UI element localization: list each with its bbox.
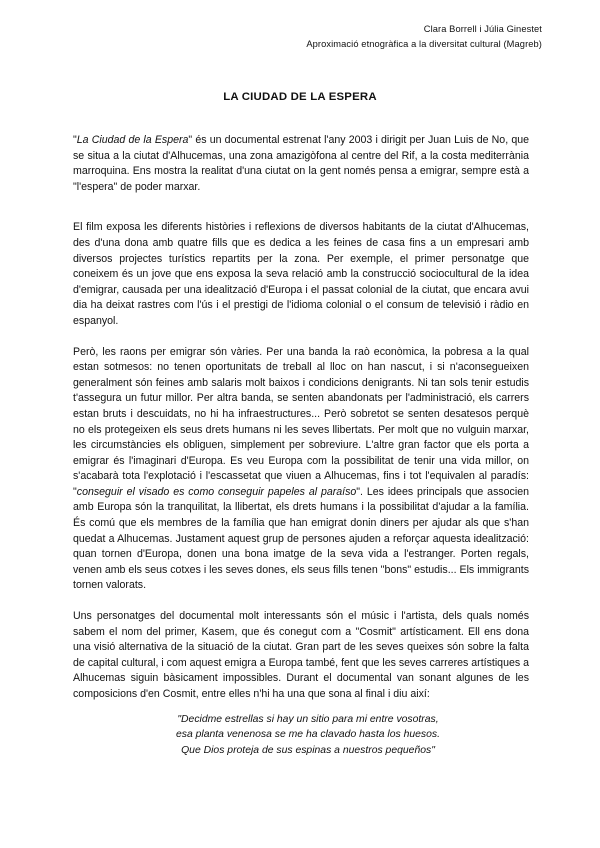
document-body [73, 133, 529, 758]
poem-line: "Decidme estrellas si hay un sitio para mi entre vosotras, [177, 713, 439, 725]
paragraph-intro: "La Ciudad de la Espera" és un documental estrenat l'any 2003 i dirigit per Juan Luis de No, que se situa a la ciutat d'Alhucemas, una zona amazigòfona al centre del Rif, a la costa mediterrània marroquina. Ens mostra la realitat d'una ciutat on la gent només pensa a emigrar, sempre està a "l'espera" de poder marxar. [73, 134, 529, 193]
paragraph-reasons: Però, les raons per emigrar són vàries. Per una banda la raò econòmica, la pobresa a la qual estan sotmesos: no tenen oportunitats de treball al lloc on han nascut, i si n'aconsegueixen generalment són feines amb salaris molt baixos i condicions denigrants. Ni tan sols tenir estudis t'assegura un futur millor. Per altra banda, se senten abandonats per l'administració, els carrers estan bruts i descuidats, no hi ha infraestructures... Però sobretot se senten desatesos perquè no els protegeixen els seus drets humans ni les seves llibertats. Per molt que no vulguin marxar, les circumstàncies els obliguen, simplement per sobreviure. L'altre gran factor que els porta a emigrar és l'imaginari d'Europa. Es veu Europa com la possibilitat de tenir una vida millor, on s'acabarà tota l'explotació i l'escassetat que viuen a Alhucemas, fins i tot l'equivalen al paradís: "conseguir el visado es como conseguir papeles al paraíso". Les idees principals que associen amb Europa són la tranquilitat, la llibertat, els drets humans i la possibilitat d'ajudar a la família. És comú que els membres de la família que han emigrat donin diners per ajudar als que s'han quedat a Alhucemas. Justament aquest grup de persones ajuden a reforçar aquesta idealització: quan tornen d'Europa, donen una bona imatge de la seva vida a l'estranger. Porten regals, venen amb els seus cotxes i les seves dones, els seus fills tenen "bons" estudis... Els immigrants tornen valorats. [73, 345, 529, 592]
poem-line: Que Dios proteja de sus espinas a nuestros pequeños" [181, 744, 435, 756]
paragraph-characters: El film exposa les diferents històries i reflexions de diversos habitants de la ciutat d'Alhucemas, des d'una dona amb quatre fills que es dedica a les feines de casa fins a un empresari amb diversos projectes turístics repartits per la zona. Per exemple, el primer personatge que coneixem és un jove que ens exposa la seva relació amb la construcció sociocultural de la idea d'emigrar, causada per una idealització d'Europa i el passat colonial de la ciutat, que encara avui dia ha deixat rastres com l'ús i el prestigi de l'idioma colonial o el consum de televisió i ràdio en espanyol. [73, 221, 529, 327]
paragraph-artists: Uns personatges del documental molt interessants són el músic i l'artista, dels quals només sabem el nom del primer, Kasem, que és conegut com a "Cosmit" artísticament. Ell ens dona una visió alternativa de la situació de la ciutat. Gran part de les seves queixes són sobre la falta de capital cultural, i com aquest emigra a Europa també, fent que les seves carreres artístiques a Alhucemas siguin bàsicament impossibles. Durant el documental van sonant algunes de les composicions d'en Cosmit, entre elles n'hi ha una que sona al final i diu així: [73, 610, 529, 700]
visa-quote: conseguir el visado es como conseguir papeles al paraíso [76, 485, 357, 498]
header-subtitle: Aproximació etnogràfica a la diversitat cultural (Magreb) [306, 39, 542, 49]
poem-line: esa planta venenosa se me ha clavado hasta los huesos. [176, 729, 440, 741]
document-title: LA CIUDAD DE LA ESPERA [223, 91, 377, 103]
poem-quote [87, 712, 529, 759]
header-authors: Clara Borrell i Júlia Ginestet [423, 24, 542, 34]
page-header [306, 22, 542, 52]
film-title: La Ciudad de la Espera [76, 134, 189, 146]
